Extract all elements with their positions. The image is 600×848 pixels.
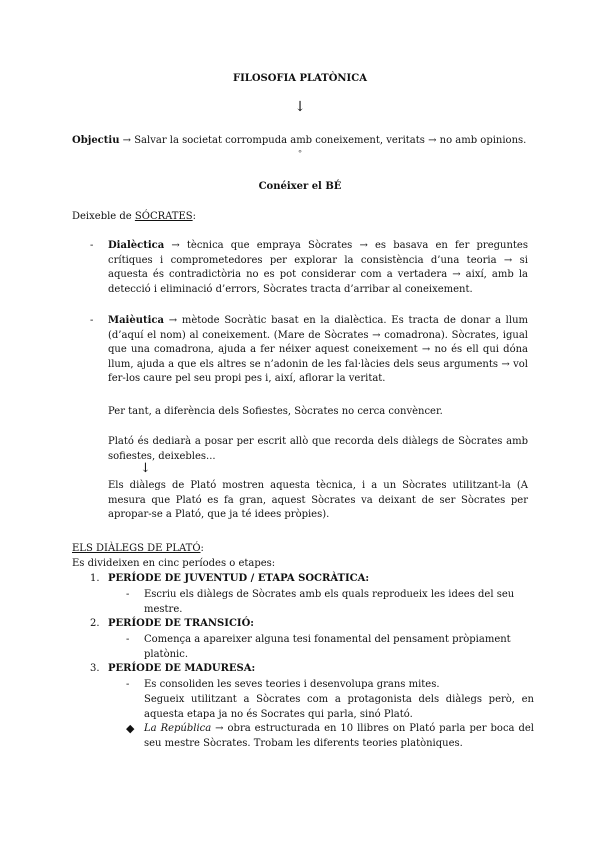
objective-label: Objectiu — [72, 135, 120, 146]
down-arrow-2: ↓ — [140, 461, 151, 476]
period-item: Comença a apareixer alguna tesi fonamental del pensament pròpiament platònic. — [144, 634, 511, 660]
period-item: Es consoliden les seves teories i desenvolupa grans mites. — [144, 679, 440, 690]
dialectica-paragraph — [108, 239, 528, 297]
paragraph-plato-writes: Plató és dediarà a posar per escrit allò que recorda dels diàlegs de Sòcrates amb sofiestes, deixebles... — [108, 436, 528, 462]
dialectica-text: → tècnica que empraya Sòcrates → es basava en fer preguntes crítiques i comprometedores per explorar la consistència d’una teoria → si aquesta és contradictòria no es pot considerar com a vertadera → així, amb la detecció i eliminació d’errors, Sòcrates tracta d’arribar al coneixement. — [108, 240, 528, 295]
objective-text: → Salvar la societat corrompuda amb coneixement, veritats → no amb opinions. — [119, 135, 527, 146]
dialogs-heading-suffix: : — [200, 543, 204, 554]
list-dash: - — [126, 589, 130, 600]
section-subtitle: Conéixer el BÉ — [258, 181, 342, 192]
small-mark: ᵒ — [298, 148, 302, 157]
paragraph-sofistes: Per tant, a diferència dels Sofiestes, Sòcrates no cerca convèncer. — [108, 406, 443, 417]
maieutica-paragraph — [108, 314, 528, 387]
dialogs-heading-text: ELS DIÀLEGS DE PLATÓ — [72, 543, 201, 554]
disciple-suffix: : — [192, 211, 196, 222]
period-title: PERÍODE DE JUVENTUD / ETAPA SOCRÀTICA: — [108, 573, 370, 584]
list-dash: - — [126, 679, 130, 690]
period-item: Escriu els diàlegs de Sòcrates amb els quals reprodueix les idees del seu mestre. — [144, 589, 515, 615]
period-number: 1. — [90, 573, 100, 584]
paragraph-dialogs-technique: Els diàlegs de Plató mostren aquesta tècnica, i a un Sòcrates utilitzant-la (A mesura que Plató es fa gran, aquest Sòcrates va deixant de ser Sòcrates per apropar-se a Plató, que ja té idees pròpies). — [108, 480, 528, 521]
maieutica-term: Maièutica — [108, 315, 164, 326]
period-number: 3. — [90, 663, 100, 674]
disciple-name: SÓCRATES — [134, 211, 193, 222]
down-arrow: ↓ — [294, 99, 306, 115]
republic-text: → obra estructurada en 10 llibres on Plató parla per boca del seu mestre Sòcrates. Trobam les diferents teories platòniques. — [144, 723, 534, 749]
dialogs-intro: Es divideixen en cinc períodes o etapes: — [72, 558, 276, 569]
list-dash: - — [90, 240, 94, 251]
page-title: FILOSOFIA PLATÒNICA — [233, 73, 367, 84]
period-title: PERÍODE DE MADURESA: — [108, 663, 256, 674]
diamond-bullet-icon: ◆ — [126, 722, 135, 735]
dialogs-heading — [72, 542, 204, 557]
republic-title: La República — [144, 723, 212, 734]
disciple-prefix: Deixeble de — [72, 211, 135, 222]
period-number: 2. — [90, 618, 100, 629]
period-title: PERÍODE DE TRANSICIÓ: — [108, 618, 254, 629]
disciple-line — [72, 210, 196, 225]
list-dash: - — [90, 315, 94, 326]
list-dash: - — [126, 634, 130, 645]
republic-paragraph — [144, 722, 534, 751]
period-item-continuation: Segueix utilitzant a Sòcrates com a protagonista dels diàlegs però, en aquesta etapa ja no és Socrates qui parla, sinó Plató. — [144, 694, 534, 720]
dialectica-term: Dialèctica — [108, 240, 165, 251]
maieutica-text: → mètode Socràtic basat en la dialèctica. Es tracta de donar a llum (d’aquí el nom) al coneixement. (Mare de Sòcrates → comadrona). Sòcrates, igual que una comadrona, ajuda a fer néixer aquest coneixement → no és ell qui dóna llum, ajuda a que els altres se n’adonin de les fal·làcies dels seus arguments → vol fer-los caure pel seu propi pes i, així, aflorar la veritat. — [108, 315, 528, 385]
